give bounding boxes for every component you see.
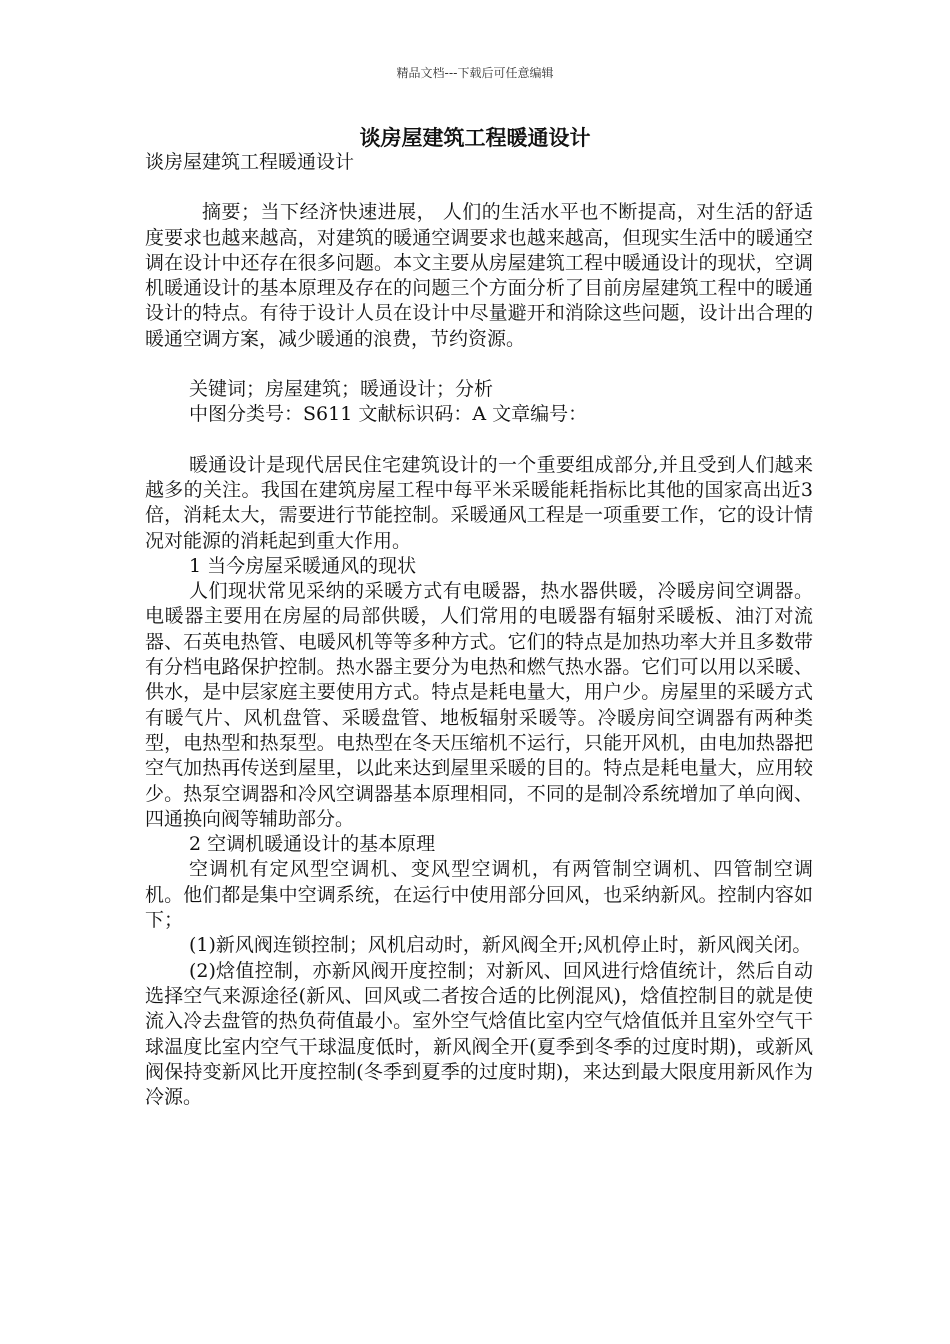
document-body (145, 150, 813, 1110)
list-item-1: (1)新风阀连锁控制；风机启动时，新风阀全开;风机停止时，新风阀关闭。 (189, 934, 812, 957)
section2-heading: 2 空调机暖通设计的基本原理 (189, 833, 436, 856)
abstract-paragraph: 摘要；当下经济快速进展， 人们的生活水平也不断提高，对生活的舒适度要求也越来越高，对建筑的暖通空调要求也越来越高，但现实生活中的暖通空调在设计中还存在很多问题。本文主要从房屋建筑工程中暖通设计的现状，空调机暖通设计的基本原理及存在的问题三个方面分析了目前房屋建筑工程中的暖通设计的特点。有待于设计人员在设计中尽量避开和消除这些问题，设计出合理的暖通空调方案，减少暖通的浪费，节约资源。 (145, 201, 813, 350)
document-title: 谈房屋建筑工程暖通设计 (359, 125, 591, 150)
section1-heading: 1 当今房屋采暖通风的现状 (189, 554, 417, 577)
document-subtitle: 谈房屋建筑工程暖通设计 (145, 151, 355, 173)
page-header: 精品文档---下载后可任意编辑 (396, 66, 554, 80)
list-item-2: (2)焓值控制，亦新风阀开度控制；对新风、回风进行焓值统计，然后自动选择空气来源途径(新风、回风或二者按合适的比例混风)，焓值控制目的就是使流入冷去盘管的热负荷值最小。室外空气焓值比室内空气焓值低并且室外空气干球温度比室内空气干球温度低时，新风阀全开(夏季到冬季的过度时期)，或新风阀保持变新风比开度控制(冬季到夏季的过度时期)，来达到最大限度用新风作为冷源。 (145, 959, 813, 1109)
classification-line: 中图分类号：S611 文献标识码：A 文章编号： (189, 403, 588, 426)
intro-paragraph: 暖通设计是现代居民住宅建筑设计的一个重要组成部分,并且受到人们越来越多的关注。我国在建筑房屋工程中每平米采暖能耗指标比其他的国家高出近3倍，消耗太大，需要进行节能控制。采暖通风工程是一项重要工作，它的设计情况对能源的消耗起到重大作用。 (145, 453, 813, 552)
section2-paragraph: 空调机有定风型空调机、变风型空调机，有两管制空调机、四管制空调机。他们都是集中空调系统，在运行中使用部分回风，也采纳新风。控制内容如下； (145, 858, 813, 932)
keywords-line: 关键词；房屋建筑；暖通设计；分析 (189, 378, 494, 401)
section1-paragraph: 人们现状常见采纳的采暖方式有电暖器，热水器供暖，冷暖房间空调器。电暖器主要用在房屋的局部供暖，人们常用的电暖器有辐射采暖板、油汀对流器、石英电热管、电暖风机等等多种方式。它们的特点是加热功率大并且多数带有分档电路保护控制。热水器主要分为电热和燃气热水器。它们可以用以采暖、供水，是中层家庭主要使用方式。特点是耗电量大，用户少。房屋里的采暖方式有暖气片、风机盘管、采暖盘管、地板辐射采暖等。冷暖房间空调器有两种类型，电热型和热泵型。电热型在冬天压缩机不运行，只能开风机，由电加热器把空气加热再传送到屋里，以此来达到屋里采暖的目的。特点是耗电量大，应用较少。热泵空调器和冷风空调器基本原理相同，不同的是制冷系统增加了单向阀、四通换向阀等辅助部分。 (145, 580, 813, 830)
